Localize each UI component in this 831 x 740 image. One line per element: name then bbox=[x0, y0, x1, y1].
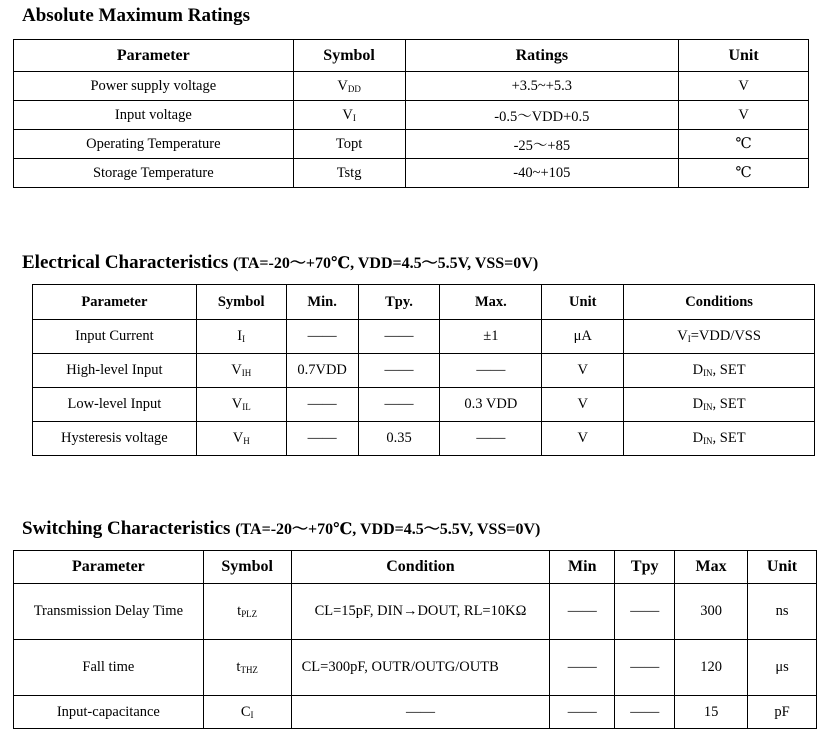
typ-cell: —— bbox=[615, 640, 675, 696]
symbol-cell: $V_H$ bbox=[196, 422, 286, 456]
unit-cell: V bbox=[679, 101, 809, 130]
conditions-cell: $D_{IN}$, SET bbox=[624, 388, 815, 422]
col-header-condition: Condition bbox=[291, 551, 550, 584]
sw-conditions: (TA=-20～+70℃, VDD=4.5～5.5V, VSS=0V) bbox=[235, 521, 541, 538]
unit-cell: μs bbox=[748, 640, 817, 696]
col-header-parameter: Parameter bbox=[14, 40, 294, 72]
param-cell: Fall time bbox=[14, 640, 204, 696]
typ-cell: —— bbox=[615, 584, 675, 640]
table-row bbox=[14, 696, 817, 729]
symbol-cell: $t_{THZ}$ bbox=[203, 640, 291, 696]
col-header-unit: Unit bbox=[542, 285, 624, 320]
elec-title bbox=[22, 250, 538, 274]
condition-cell: CL=15pF, DIN→DOUT, RL=10KΩ bbox=[291, 584, 550, 640]
symbol-cell: $V_{IL}$ bbox=[196, 388, 286, 422]
symbol-cell: Tstg bbox=[293, 159, 405, 188]
typ-cell: —— bbox=[358, 320, 440, 354]
param-cell: Input-capacitance bbox=[14, 696, 204, 729]
col-header-min: Min. bbox=[286, 285, 358, 320]
table-row bbox=[14, 101, 809, 130]
conditions-cell: $D_{IN}$, SET bbox=[624, 422, 815, 456]
table-header-row bbox=[14, 40, 809, 72]
min-cell: —— bbox=[286, 388, 358, 422]
abs-title: Absolute Maximum Ratings bbox=[22, 5, 251, 26]
table-row bbox=[14, 72, 809, 101]
sw-title-text: Switching Characteristics bbox=[22, 518, 231, 539]
switching-characteristics-table bbox=[13, 550, 817, 729]
max-cell: 300 bbox=[675, 584, 748, 640]
unit-cell: ℃ bbox=[679, 159, 809, 188]
sw-title bbox=[22, 516, 540, 540]
col-header-max: Max bbox=[675, 551, 748, 584]
rating-cell: -40~+105 bbox=[405, 159, 679, 188]
col-header-typ: Tpy. bbox=[358, 285, 440, 320]
min-cell: —— bbox=[286, 422, 358, 456]
unit-cell: V bbox=[542, 388, 624, 422]
symbol-cell: $V_I$ bbox=[293, 101, 405, 130]
col-header-typ: Tpy bbox=[615, 551, 675, 584]
typ-cell: 0.35 bbox=[358, 422, 440, 456]
param-cell: Operating Temperature bbox=[14, 130, 294, 159]
table-header-row bbox=[33, 285, 815, 320]
unit-cell: V bbox=[679, 72, 809, 101]
electrical-characteristics-table bbox=[32, 284, 815, 456]
symbol-cell: $t_{PLZ}$ bbox=[203, 584, 291, 640]
max-cell: ±1 bbox=[440, 320, 542, 354]
col-header-max: Max. bbox=[440, 285, 542, 320]
max-cell: 120 bbox=[675, 640, 748, 696]
rating-cell: -0.5～VDD+0.5 bbox=[405, 101, 679, 130]
unit-cell: μA bbox=[542, 320, 624, 354]
conditions-cell: $V_I=VDD$/VSS bbox=[624, 320, 815, 354]
conditions-cell: $D_{IN}$, SET bbox=[624, 354, 815, 388]
unit-cell: ns bbox=[748, 584, 817, 640]
table-row bbox=[33, 320, 815, 354]
col-header-parameter: Parameter bbox=[33, 285, 197, 320]
table-row bbox=[14, 640, 817, 696]
col-header-conditions: Conditions bbox=[624, 285, 815, 320]
param-cell: Low-level Input bbox=[33, 388, 197, 422]
col-header-symbol: Symbol bbox=[196, 285, 286, 320]
table-row bbox=[33, 354, 815, 388]
table-row bbox=[33, 422, 815, 456]
param-cell: Storage Temperature bbox=[14, 159, 294, 188]
elec-title-text: Electrical Characteristics bbox=[22, 252, 229, 273]
rating-cell: -25～+85 bbox=[405, 130, 679, 159]
typ-cell: —— bbox=[615, 696, 675, 729]
col-header-parameter: Parameter bbox=[14, 551, 204, 584]
col-header-symbol: Symbol bbox=[203, 551, 291, 584]
typ-cell: —— bbox=[358, 354, 440, 388]
param-cell: Input voltage bbox=[14, 101, 294, 130]
symbol-cell: Topt bbox=[293, 130, 405, 159]
min-cell: —— bbox=[550, 584, 615, 640]
col-header-symbol: Symbol bbox=[293, 40, 405, 72]
col-header-min: Min bbox=[550, 551, 615, 584]
col-header-ratings: Ratings bbox=[405, 40, 679, 72]
max-cell: —— bbox=[440, 422, 542, 456]
typ-cell: —— bbox=[358, 388, 440, 422]
min-cell: —— bbox=[286, 320, 358, 354]
table-row bbox=[14, 159, 809, 188]
table-row bbox=[33, 388, 815, 422]
min-cell: —— bbox=[550, 640, 615, 696]
condition-cell: CL=300pF, OUTR/OUTG/OUTB bbox=[291, 640, 550, 696]
symbol-cell: $C_I$ bbox=[203, 696, 291, 729]
rating-cell: +3.5~+5.3 bbox=[405, 72, 679, 101]
param-cell: Power supply voltage bbox=[14, 72, 294, 101]
max-cell: —— bbox=[440, 354, 542, 388]
max-cell: 15 bbox=[675, 696, 748, 729]
param-cell: Transmission Delay Time bbox=[14, 584, 204, 640]
condition-cell: —— bbox=[291, 696, 550, 729]
unit-cell: V bbox=[542, 422, 624, 456]
symbol-cell: $V_{IH}$ bbox=[196, 354, 286, 388]
param-cell: High-level Input bbox=[33, 354, 197, 388]
max-cell: 0.3 VDD bbox=[440, 388, 542, 422]
table-header-row bbox=[14, 551, 817, 584]
col-header-unit: Unit bbox=[679, 40, 809, 72]
param-cell: Input Current bbox=[33, 320, 197, 354]
table-row bbox=[14, 130, 809, 159]
elec-conditions: (TA=-20～+70℃, VDD=4.5～5.5V, VSS=0V) bbox=[233, 255, 539, 272]
symbol-cell: $I_I$ bbox=[196, 320, 286, 354]
table-row bbox=[14, 584, 817, 640]
symbol-cell: $V_{DD}$ bbox=[293, 72, 405, 101]
abs-ratings-table bbox=[13, 39, 809, 188]
min-cell: —— bbox=[550, 696, 615, 729]
unit-cell: V bbox=[542, 354, 624, 388]
unit-cell: ℃ bbox=[679, 130, 809, 159]
unit-cell: pF bbox=[748, 696, 817, 729]
param-cell: Hysteresis voltage bbox=[33, 422, 197, 456]
min-cell: 0.7VDD bbox=[286, 354, 358, 388]
col-header-unit: Unit bbox=[748, 551, 817, 584]
